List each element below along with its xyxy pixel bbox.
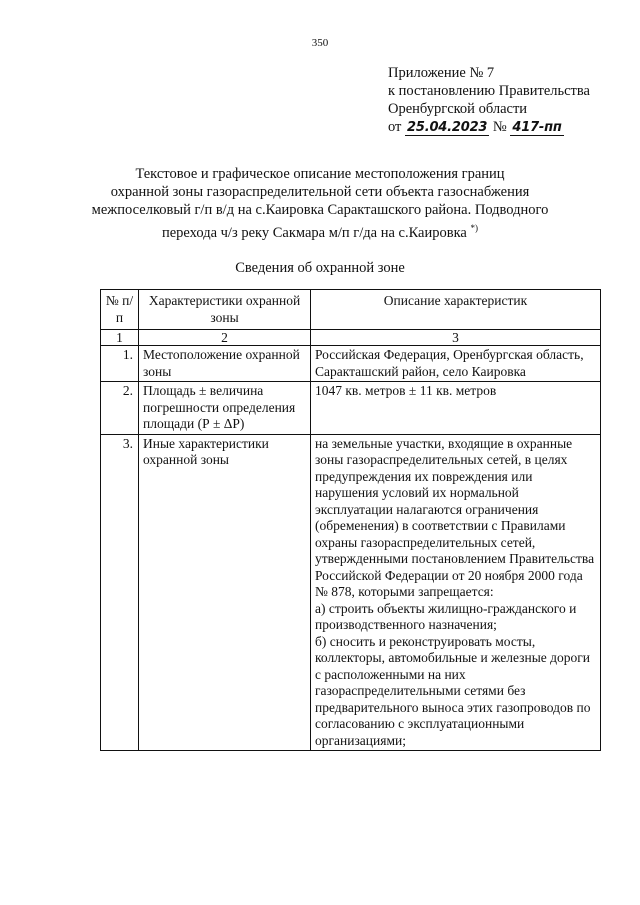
description-paragraph: на земельные участки, входящие в охранные зоны газораспределительных сетей, в целях предупреждения их повреждения или нарушения условий их нормальной эксплуатации налагаются ограничения (обременения) в соответствии с Правилами охраны газораспределительных сетей, утвержденными постановлением Правительства Российской Федерации от 20 ноября 2000 года № 878, которыми запрещается: (315, 435, 595, 599)
section-heading: Сведения об охранной зоне (235, 260, 405, 276)
description-item-b: б) сносить и реконструировать мосты, коллекторы, автомобильные и железные дороги с расположенными на них газораспределительными сетями без предварительного выноса этих газопроводов по согласованию с эксплуатационными организациями; (315, 633, 591, 748)
row-number: 2. (101, 382, 139, 435)
row-description: 1047 кв. метров ± 11 кв. метров (311, 382, 601, 435)
table-row (101, 346, 601, 382)
title-line-4 (90, 219, 550, 242)
date-prefix: от (388, 119, 402, 135)
table-row (101, 382, 601, 435)
appendix-ref: к постановлению Правительства (388, 83, 590, 99)
title-line-3: межпоселковый г/п в/д на с.Каировка Саракташского района. Подводного (91, 202, 549, 218)
page-number: 350 (311, 37, 329, 49)
index-cell-2: 2 (139, 330, 311, 346)
table-row (101, 434, 601, 751)
title-line-2: охранной зоны газораспределительной сети объекта газоснабжения (110, 184, 530, 200)
handwritten-number: 417-пп (512, 120, 562, 135)
header-number: № п/п (101, 290, 139, 330)
appendix-region: Оренбургской области (388, 101, 528, 117)
row-characteristic: Местоположение охранной зоны (139, 346, 311, 382)
title-line-1: Текстовое и графическое описание местоположения границ (135, 166, 505, 182)
appendix-block (388, 64, 590, 136)
number-prefix: № (492, 119, 507, 135)
title-line-4-text: перехода ч/з реку Сакмара м/п г/да на с.Каировка (161, 225, 467, 241)
header-characteristic: Характеристики охранной зоны (139, 290, 311, 330)
table-header-row (101, 290, 601, 330)
appendix-date-line (388, 118, 590, 136)
row-number: 3. (101, 434, 139, 751)
table-index-row (101, 330, 601, 346)
header-description: Описание характеристик (311, 290, 601, 330)
row-number: 1. (101, 346, 139, 382)
handwritten-date: 25.04.2023 (407, 120, 488, 135)
row-characteristic: Иные характеристики охранной зоны (139, 434, 311, 751)
row-description: Российская Федерация, Оренбургская область, Саракташский район, село Каировка (311, 346, 601, 382)
zone-table (100, 289, 601, 751)
description-item-a: а) строить объекты жилищно-гражданского и производственного назначения; (315, 600, 577, 632)
footnote-mark: *) (470, 223, 478, 233)
row-description (311, 434, 601, 751)
appendix-title: Приложение № 7 (388, 65, 495, 81)
index-cell-3: 3 (311, 330, 601, 346)
row-characteristic: Площадь ± величина погрешности определения площади (Р ± ΔР) (139, 382, 311, 435)
document-title (90, 165, 550, 242)
index-cell-1: 1 (101, 330, 139, 346)
